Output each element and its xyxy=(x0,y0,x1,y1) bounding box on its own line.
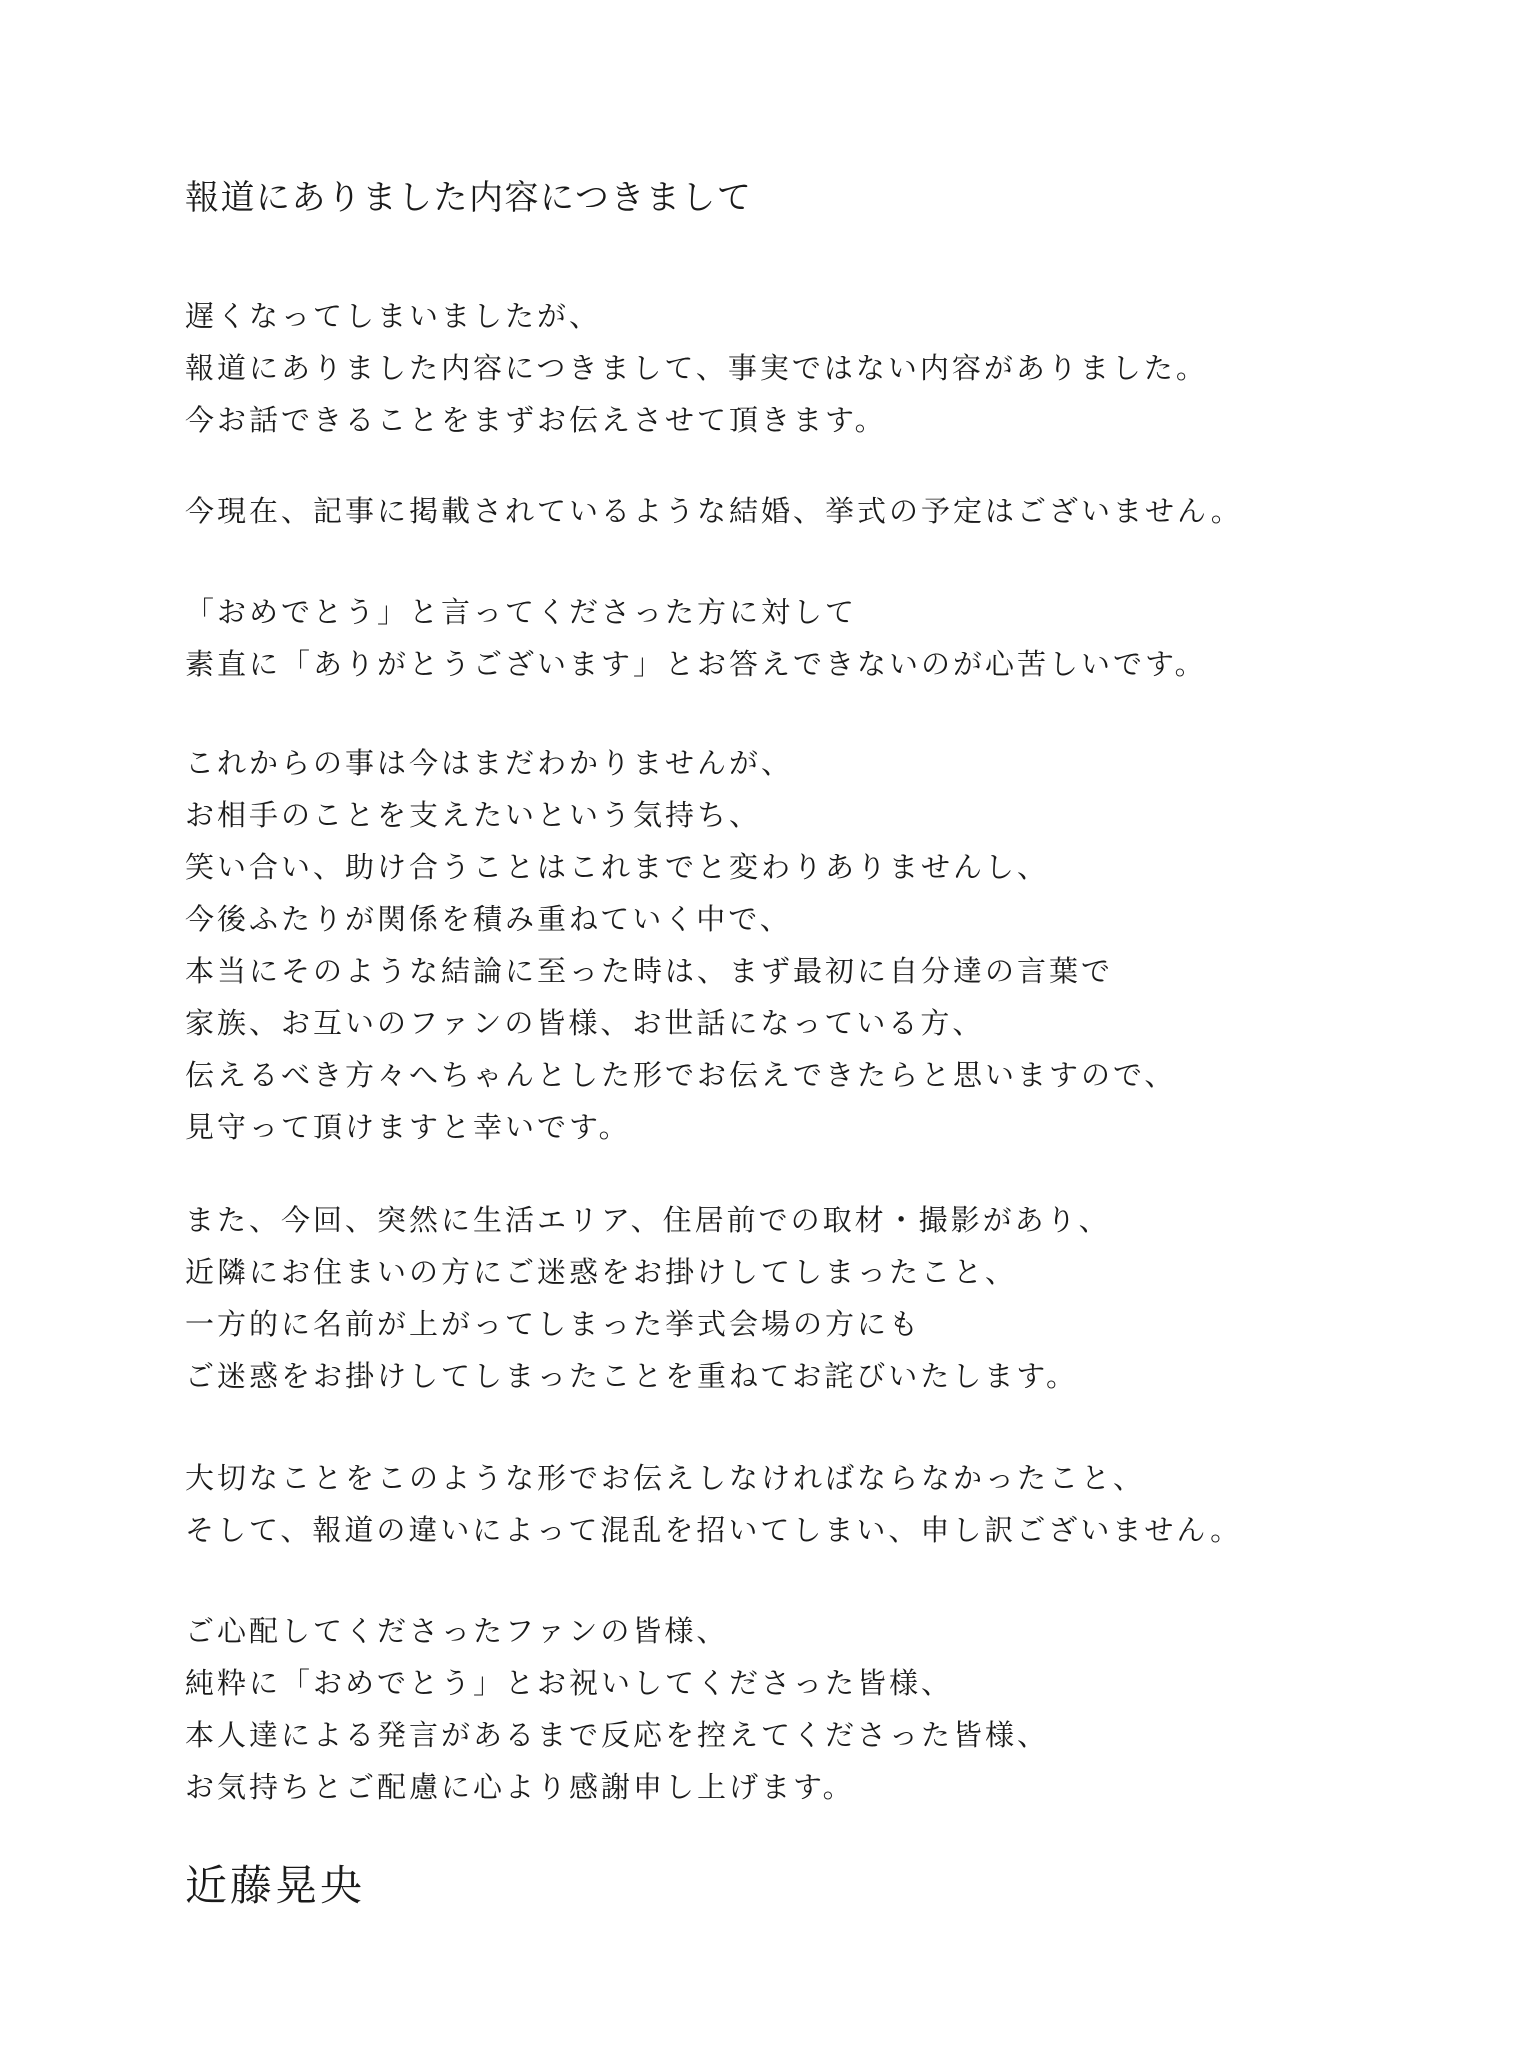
paragraph-no-plans xyxy=(185,485,1243,537)
paragraph-line: 本人達による発言があるまで反応を控えてくださった皆様、 xyxy=(185,1718,1050,1752)
paragraph-line: 今後ふたりが関係を積み重ねていく中で、 xyxy=(185,902,792,936)
paragraph-line: また、今回、突然に生活エリア、住居前での取材・撮影があり、 xyxy=(185,1203,1111,1237)
paragraph-line: 近隣にお住まいの方にご迷惑をお掛けしてしまったこと、 xyxy=(185,1255,1018,1289)
paragraph-future xyxy=(185,737,1176,1153)
paragraph-line: 純粋に「おめでとう」とお祝いしてくださった皆様、 xyxy=(185,1666,954,1700)
paragraph-line: 「おめでとう」と言ってくださった方に対して xyxy=(185,595,858,629)
paragraph-line: ご心配してくださったファンの皆様、 xyxy=(185,1614,729,1648)
paragraph-line: 一方的に名前が上がってしまった挙式会場の方にも xyxy=(185,1307,922,1341)
paragraph-line: 大切なことをこのような形でお伝えしなければならなかったこと、 xyxy=(185,1461,1146,1495)
statement-title: 報道にありました内容につきまして xyxy=(185,178,753,218)
paragraph-line: そして、報道の違いによって混乱を招いてしまい、申し訳ございません。 xyxy=(185,1513,1243,1547)
paragraph-line: お相手のことを支えたいという気持ち、 xyxy=(185,798,762,832)
paragraph-line: 伝えるべき方々へちゃんとした形でお伝えできたらと思いますので、 xyxy=(185,1058,1177,1092)
paragraph-line: 遅くなってしまいましたが、 xyxy=(185,299,602,333)
paragraph-line: 本当にそのような結論に至った時は、まず最初に自分達の言葉で xyxy=(185,954,1114,988)
paragraph-line: これからの事は今はまだわかりませんが、 xyxy=(185,746,794,780)
paragraph-line: 笑い合い、助け合うことはこれまでと変わりありませんし、 xyxy=(185,850,1050,884)
paragraph-line: 見守って頂けますと幸いです。 xyxy=(185,1110,631,1144)
paragraph-apology-opening xyxy=(185,290,1208,446)
paragraph-line: 家族、お互いのファンの皆様、お世話になっている方、 xyxy=(185,1006,985,1040)
paragraph-line: 今現在、記事に掲載されているような結婚、挙式の予定はございません。 xyxy=(185,494,1243,528)
paragraph-line: ご迷惑をお掛けしてしまったことを重ねてお詫びいたします。 xyxy=(185,1359,1078,1393)
signature-name: 近藤晃央 xyxy=(185,1861,366,1910)
paragraph-thanks xyxy=(185,1605,1049,1813)
paragraph-line: 素直に「ありがとうございます」とお答えできないのが心苦しいです。 xyxy=(185,647,1207,681)
paragraph-line: 報道にありました内容につきまして、事実ではない内容がありました。 xyxy=(185,351,1208,385)
paragraph-line: お気持ちとご配慮に心より感謝申し上げます。 xyxy=(185,1770,855,1804)
paragraph-neighbors-apology xyxy=(185,1194,1111,1402)
paragraph-confusion-apology xyxy=(185,1452,1242,1556)
paragraph-congratulations xyxy=(185,586,1207,690)
paragraph-line: 今お話できることをまずお伝えさせて頂きます。 xyxy=(185,403,887,437)
